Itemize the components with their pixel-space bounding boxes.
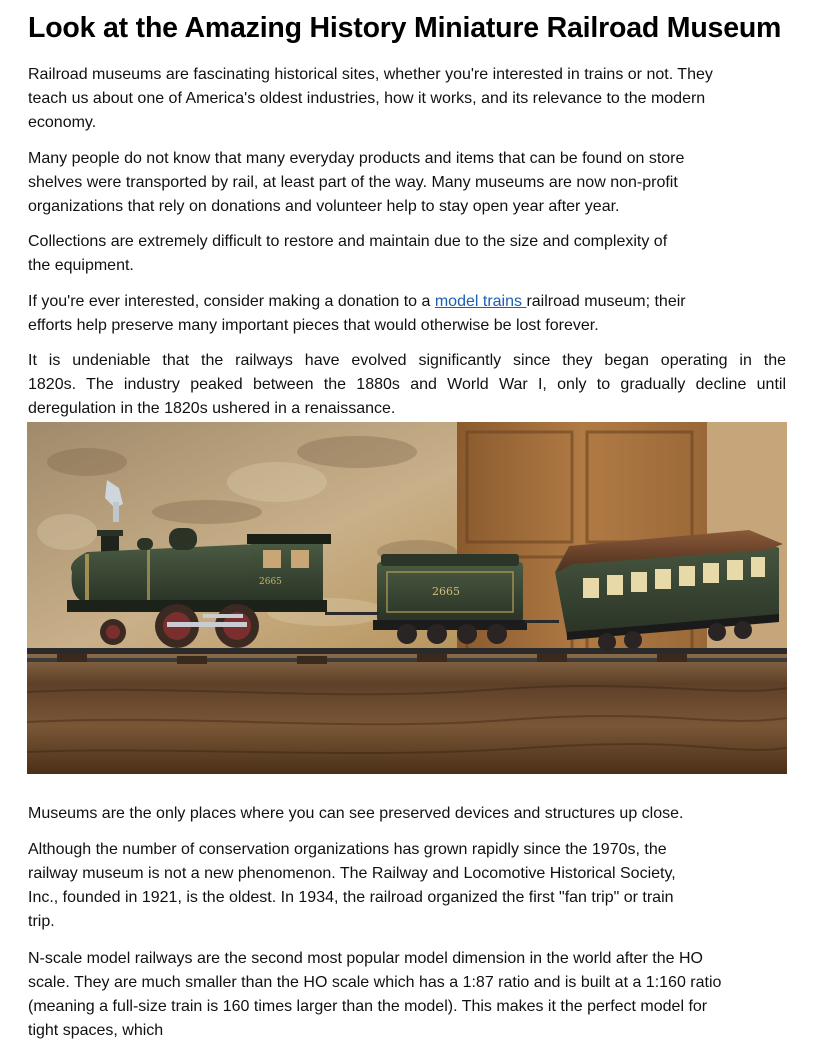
text-line: N-scale model railways are the second most popular model dimension in the world after the HO	[28, 950, 703, 967]
text-line: the equipment.	[28, 257, 134, 274]
text-line: (meaning a full-size train is 160 times larger than the model). This makes it the perfect model for	[28, 998, 708, 1015]
paragraph-conservation	[28, 838, 786, 934]
text-line: teach us about one of America's oldest industries, how it works, and its relevance to the modern	[28, 90, 706, 107]
text-segment: If you're ever interested, consider making a donation to a	[28, 293, 435, 310]
text-line: Railroad museums are fascinating historical sites, whether you're interested in trains or not. They	[28, 66, 713, 83]
text-line: 1820s. The industry peaked between the 1880s and World War I, only to gradually decline until	[28, 376, 786, 393]
paragraph-donation	[28, 290, 786, 338]
text-line: tight spaces, which	[28, 1022, 164, 1039]
text-line: railway museum is not a new phenomenon. The Railway and Locomotive Historical Society,	[28, 865, 676, 882]
model-train-photo	[27, 422, 787, 774]
paragraph-products	[28, 147, 786, 219]
text-line: Museums are the only places where you can see preserved devices and structures up close.	[28, 805, 684, 822]
locomotive-number: 2665	[259, 577, 282, 587]
text-line	[28, 290, 786, 314]
text-line: Collections are extremely difficult to restore and maintain due to the size and complexity of	[28, 233, 668, 250]
text-segment: railroad museum; their	[526, 293, 686, 310]
text-line: It is undeniable that the railways have evolved significantly since they began operating in the	[28, 352, 786, 369]
page-title: Look at the Amazing History Miniature Railroad Museum	[28, 12, 782, 44]
text-line: Many people do not know that many everyday products and items that can be found on store	[28, 150, 685, 167]
text-line: shelves were transported by rail, at least part of the way. Many museums are now non-profit	[28, 174, 678, 191]
paragraph-n-scale	[28, 947, 786, 1043]
paragraph-history	[28, 349, 786, 421]
text-line: efforts help preserve many important pieces that would otherwise be lost forever.	[28, 317, 599, 334]
text-line: trip.	[28, 913, 55, 930]
model-trains-link[interactable]: model trains	[434, 293, 527, 310]
text-line: deregulation in the 1820s ushered in a renaissance.	[28, 400, 396, 417]
text-line: Although the number of conservation organizations has grown rapidly since the 1970s, the	[28, 841, 667, 858]
paragraph-museums	[28, 802, 786, 826]
paragraph-collections	[28, 230, 786, 278]
paragraph-intro	[28, 63, 786, 135]
tender-number: 2665	[432, 585, 460, 598]
text-line: Inc., founded in 1921, is the oldest. In 1934, the railroad organized the first "fan trip" or train	[28, 889, 674, 906]
text-line: organizations that rely on donations and volunteer help to stay open year after year.	[28, 198, 620, 215]
text-line: economy.	[28, 114, 97, 131]
text-line: scale. They are much smaller than the HO scale which has a 1:87 ratio and is built at a 1:160 ratio	[28, 974, 722, 991]
